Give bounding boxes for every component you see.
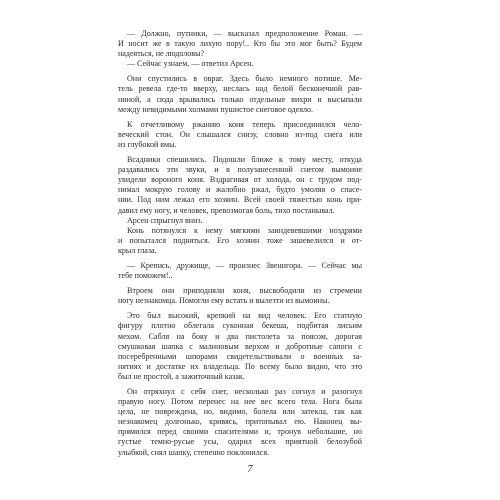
text-line: посеребренными шпорами свидетельствовали о военных за- — [118, 351, 362, 361]
text-line: мехом. Сабля на боку и два пистолета за поясом, дорогая — [118, 331, 362, 341]
text-line: ниной, а сюда врывались только отдельные вихри и высыпа́ли — [118, 94, 362, 104]
paragraph — [118, 311, 362, 382]
text-line: раздавались эти звуки, и в полузанесенной снегом вымоине — [118, 165, 362, 175]
text-line: веческий стон. Он слышался снизу, словно из-под снега или — [118, 129, 362, 139]
text-line: Он отряхнул с себя снег, несколько раз согнул и разогнул — [127, 387, 362, 396]
text-line: и попытался подняться. Его хозяин тоже зашевелился и от- — [118, 235, 362, 245]
text-line: фигуру плотно облегала суконная бекеша, подбитая лисьим — [118, 321, 362, 331]
text-line: смушковая шапка с малиновым верхом и добротные сапоги с — [118, 341, 362, 351]
body-text — [118, 29, 362, 458]
text-line: ногу незнакомца. Помогли ему встать и вылезти из вымоины. — [118, 296, 330, 306]
text-line: между невидимыми холмами пушистое снеговое одеяло. — [118, 104, 314, 114]
page-number: 7 — [247, 464, 253, 475]
paragraph — [118, 226, 362, 256]
paragraph — [118, 286, 362, 306]
text-line: надеяться, не людоловы? — [118, 49, 205, 59]
paragraph — [118, 155, 362, 216]
text-line: К отчетливому ржанию коня теперь присоединился чело- — [127, 119, 362, 129]
paragraph — [118, 74, 362, 114]
text-line: нимал мокрую голову и жалобно ржал, будто умоляя о спасе- — [118, 185, 362, 195]
text-line: давил ему ногу, и человек, превозмогая боль, тихо постанывал. — [118, 205, 335, 215]
text-line: незнакомец долгонько, кривясь, притопывал ею. Наконец вы- — [118, 417, 362, 427]
paragraph — [118, 29, 362, 59]
text-line: Всадники спешились. Подошли ближе к тому месту, откуда — [127, 155, 362, 165]
text-line: Это был высокий, крепкий на вид человек. Его статную — [127, 311, 362, 321]
text-line: был не простой, а зажиточный казак. — [118, 371, 245, 381]
text-line: улыбкой, снял шапку, степенно поклонился. — [118, 447, 270, 457]
text-line: Арсен спрыгнул вниз. — [127, 215, 203, 225]
text-line: — Сейчас узнаем, — ответил Арсен. — [127, 59, 254, 69]
paragraph — [118, 120, 362, 150]
text-line: тебе поможем!.. — [118, 271, 173, 281]
text-line: прямился перед своими спасителями и, тронув небольшие, но — [118, 427, 362, 437]
text-line: — Должно, путники, — высказал предположение Роман. — — [127, 29, 362, 38]
paragraph — [118, 261, 362, 281]
text-line: Конь потянулся к нему мягкими заиндевевшими ноздрями — [127, 225, 362, 235]
text-line: И носит же в такую лихую пору!.. Кто бы это мог быть? Будем — [118, 39, 362, 49]
paragraph — [118, 216, 362, 226]
text-line: — Крепись, дружище, — произнес Звенигора. — Сейчас мы — [127, 260, 362, 270]
text-line: цела, не повреждена, но, видимо, болела или затекла, так как — [118, 407, 362, 417]
text-line: Втроем они приподняли коня, высвободили из стремени — [127, 286, 362, 296]
paragraph — [118, 59, 362, 69]
text-line: нятиях и достатке их владельца. По всему было видно, что это — [118, 361, 362, 371]
paragraph — [118, 387, 362, 458]
text-line: правую ногу. Потом перенес на нее вес всего тела. Нога была — [118, 397, 362, 407]
text-line: из глубокой ямы. — [118, 139, 177, 149]
text-line: тель ревела где-то вверху, неслась над белой бесконечной рав- — [118, 84, 362, 94]
text-line: Они спустились в овраг. Здесь было немного потише. Ме- — [127, 74, 362, 84]
text-line: густые темно-русые усы, одарил всех приятной белозубой — [118, 437, 362, 447]
text-line: крыл глаза. — [118, 245, 157, 255]
text-line: нии. Под ним лежал его хозяин. Всей своей тяжестью конь при- — [118, 195, 362, 205]
text-line: увидели вороного коня. Вздрагивая от холода, он с трудом под- — [118, 175, 362, 185]
